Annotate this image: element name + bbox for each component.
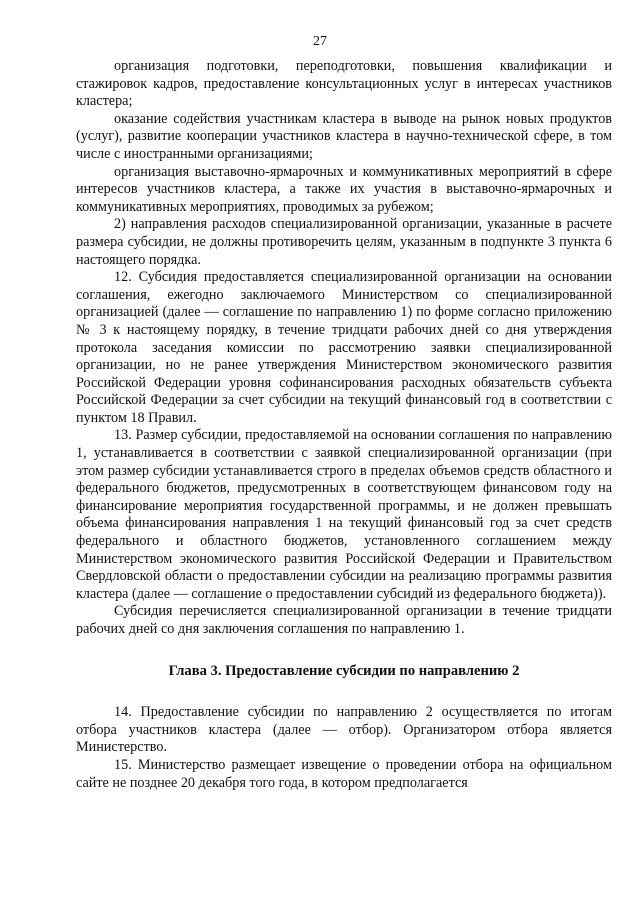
paragraph-market-assistance: оказание содействия участникам кластера в выводе на рынок новых продуктов (услуг), развитие кооперации участников кластера в научно-технической сфере, в том числе с иностранными организациями;: [76, 110, 612, 162]
paragraph-clause-13: 13. Размер субсидии, предоставляемой на основании соглашения по направлению 1, устанавливается в соответствии с заявкой специализированной организации (при этом размер субсидии устанавливается строго в пределах объемов средств областного и федерального бюджетов, предусмотренных в соответствующем финансовом году на финансирование мероприятия государственной программы, и не должен превышать объема финансирования направления 1 на текущий финансовый год за счет средств федерального и областного бюджетов, установленного соглашением между Министерством экономического развития Российской Федерации и Правительством Свердловской области о предоставлении субсидии на реализацию программы развития кластера (далее — соглашение о предоставлении субсидий из федерального бюджета)).: [76, 427, 612, 602]
paragraph-subsidy-transfer: Субсидия перечисляется специализированной организации в течение тридцати рабочих дней со дня заключения соглашения по направлению 1.: [76, 603, 612, 637]
page-number: 27: [313, 34, 327, 49]
document-body: [76, 58, 612, 792]
paragraph-exhibitions: организация выставочно-ярмарочных и коммуникативных мероприятий в сфере интересов участников кластера, а также их участия в выставочно-ярмарочных и коммуникативных мероприятиях, проводимых за рубежом;: [76, 163, 612, 215]
paragraph-clause-12: 12. Субсидия предоставляется специализированной организации на основании соглашения, ежегодно заключаемого Министерством со специализированной организацией (далее — соглашение по направлению 1) по форме согласно приложению № 3 к настоящему порядку, в течение тридцати рабочих дней со дня утверждения протокола заседания комиссии по рассмотрению заявки специализированной организации, но не ранее утверждения Министерством экономического развития Российской Федерации уровня софинансирования расходных обязательств субъекта Российской Федерации за счет субсидии на текущий финансовый год в соответствии с пунктом 18 Правил.: [76, 269, 612, 426]
paragraph-clause-15: 15. Министерство размещает извещение о проведении отбора на официальном сайте не позднее 20 декабря того года, в котором предполагается: [76, 756, 612, 791]
paragraph-training: организация подготовки, переподготовки, повышения квалификации и стажировок кадров, предоставление консультационных услуг в интересах участников кластера;: [76, 58, 612, 110]
paragraph-clause-14: 14. Предоставление субсидии по направлению 2 осуществляется по итогам отбора участников кластера (далее — отбор). Организатором отбора является Министерство.: [76, 704, 612, 756]
chapter-heading: Глава 3. Предоставление субсидии по направлению 2: [168, 662, 520, 679]
paragraph-expense-directions: 2) направления расходов специализированной организации, указанные в расчете размера субсидии, не должны противоречить целям, указанным в подпункте 3 пункта 6 настоящего порядка.: [76, 216, 612, 268]
